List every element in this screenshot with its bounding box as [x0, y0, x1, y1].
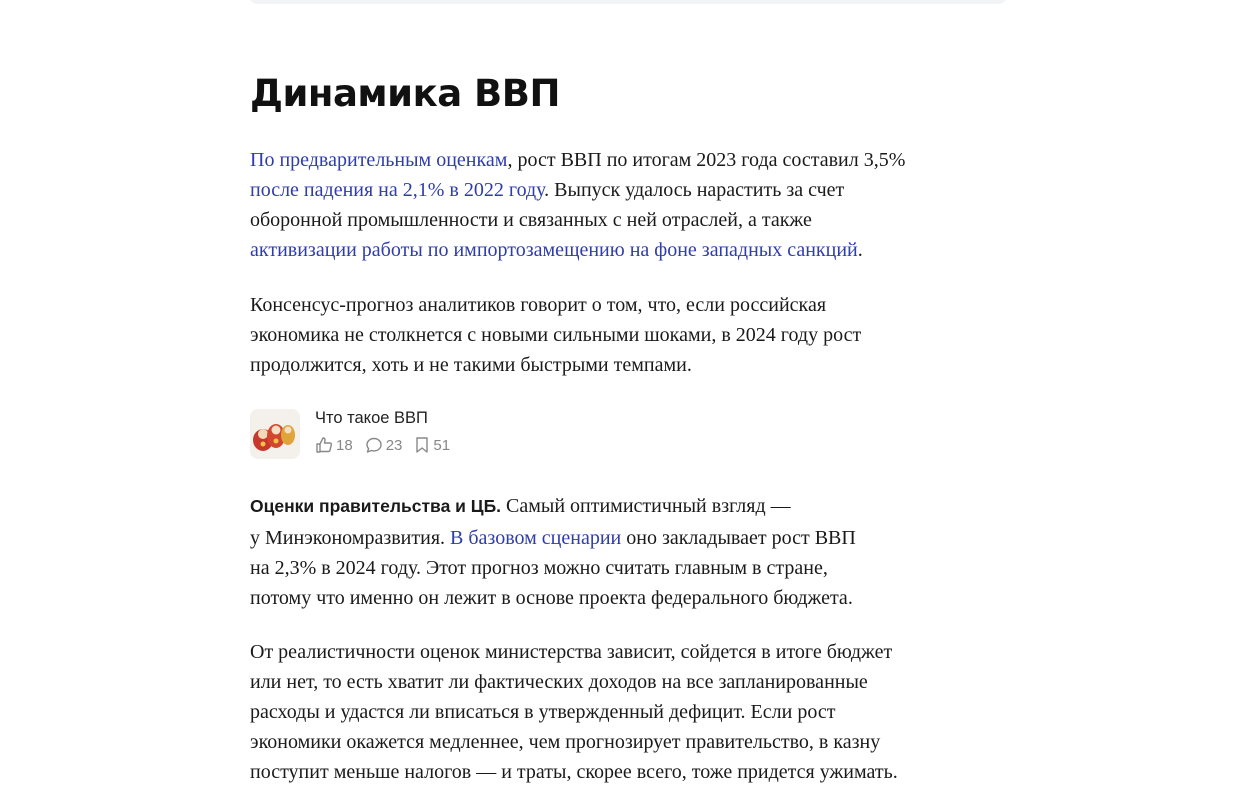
link-import-substitution[interactable]: активизации работы по импортозамещению на фоне западных санкций [250, 239, 858, 261]
previous-card-edge [248, 0, 1008, 4]
comment-icon [365, 436, 383, 454]
paragraph-budget: От реалистичности оценок министерства зависит, сойдется в итоге бюджет или нет, то есть хватит ли фактических доходов на все запланированные расходы и удастся ли вписаться в утвержденный дефицит. Если рост экономики окажется медленнее, чем прогнозирует правительство, в казну поступит меньше налогов — и траты, скорее всего, тоже придется ужимать. [250, 641, 898, 783]
link-decline-2022[interactable]: после падения на 2,1% в 2022 году [250, 179, 545, 201]
paragraph-gdp-growth: По предварительным оценкам, рост ВВП по итогам 2023 года составил 3,5% после падения на 2,1% в 2022 году. Выпуск удалось нарастить за счет оборонной промышленности и связанных с ней отраслей, а также активизации работы по импортозамещению на фоне западных санкций. [250, 149, 906, 261]
paragraph-consensus: Консенсус-прогноз аналитиков говорит о том, что, если российская экономика не столкнется с новыми сильными шоками, в 2024 году рост продолжится, хоть и не такими быстрыми темпами. [250, 294, 862, 376]
related-article-card[interactable] [250, 409, 570, 461]
paragraph-lead: Оценки правительства и ЦБ. [250, 496, 502, 516]
bookmarks-stat[interactable]: 51 [414, 436, 450, 454]
bookmark-icon [414, 436, 430, 454]
matryoshka-thumbnail [250, 409, 300, 459]
link-preliminary-estimates[interactable]: По предварительным оценкам [250, 149, 508, 171]
article-stats [315, 436, 450, 454]
link-base-scenario[interactable]: В базовом сценарии [450, 527, 622, 549]
section-heading: Динамика ВВП [250, 72, 560, 115]
comments-stat[interactable]: 23 [365, 436, 403, 454]
related-article-title: Что такое ВВП [315, 409, 428, 427]
thumb-up-icon [315, 436, 333, 454]
paragraph-government-estimates: Оценки правительства и ЦБ. Самый оптимистичный взгляд — у Минэкономразвития. В базовом сценарии оно закладывает рост ВВП на 2,3% в 2024 году. Этот прогноз можно считать главным в стране, потому что именно он лежит в основе проекта федерального бюджета. [250, 495, 856, 609]
likes-stat[interactable]: 18 [315, 436, 353, 454]
